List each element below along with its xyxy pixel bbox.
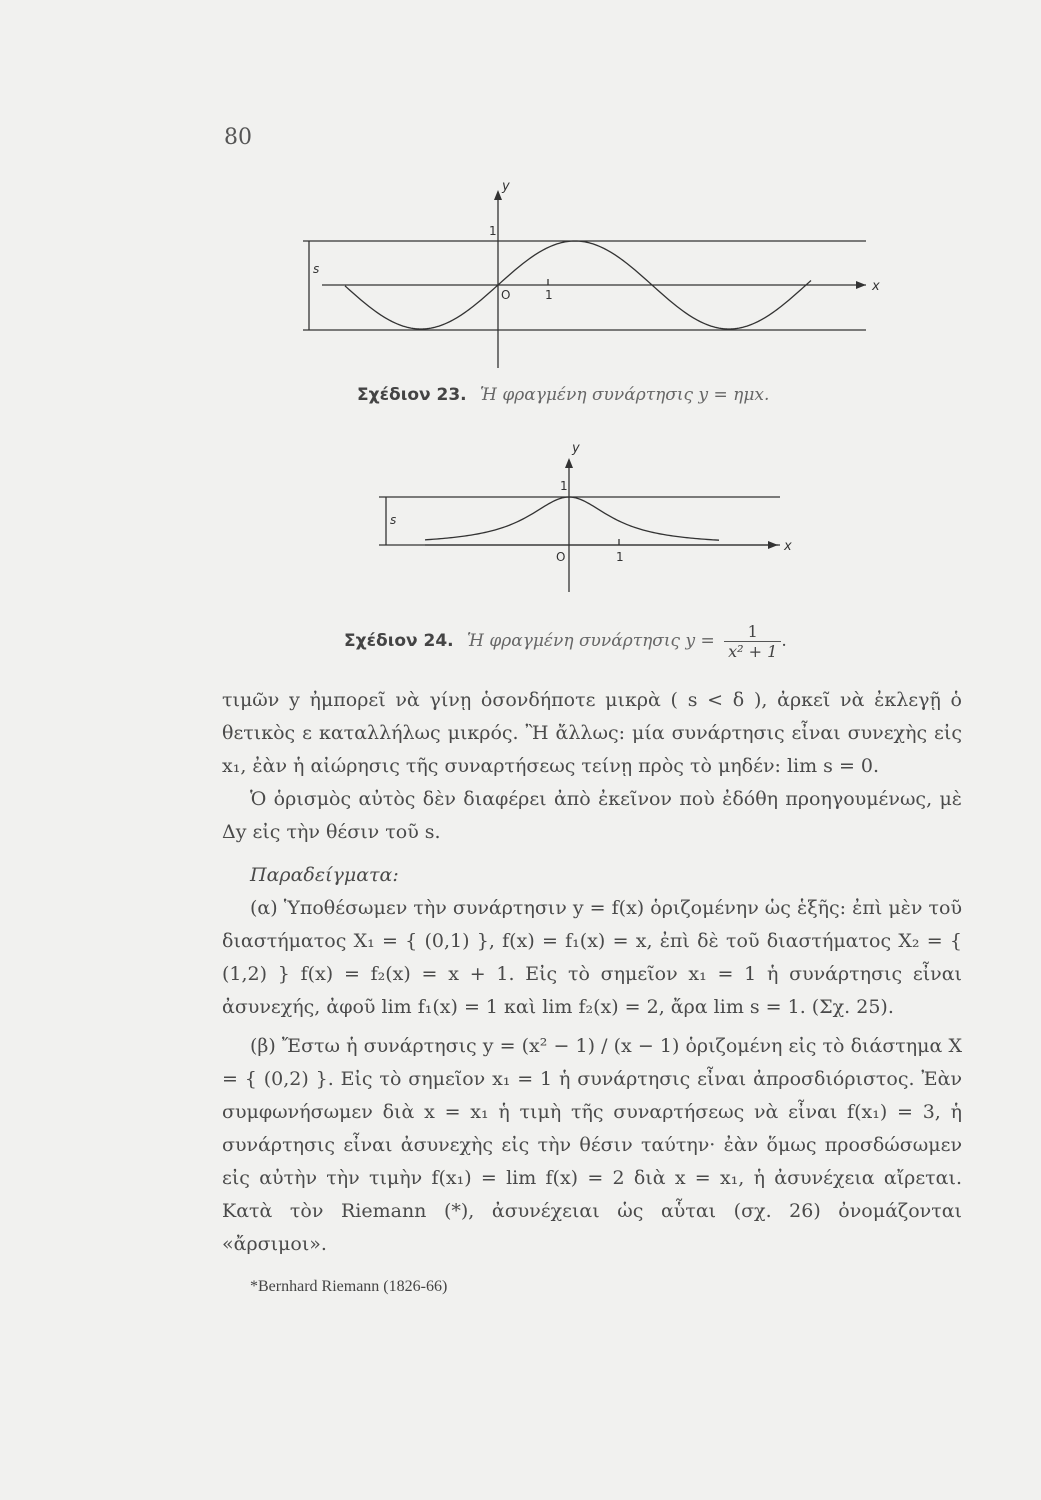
figure-24-caption xyxy=(344,622,787,661)
footnote: *Bernhard Riemann (1826-66) xyxy=(250,1278,448,1295)
x-arrow-icon xyxy=(856,281,866,289)
fraction-end: . xyxy=(781,631,787,651)
figure-24-fraction xyxy=(724,622,781,661)
paragraph-1: τιμῶν y ἠμπορεῖ νὰ γίνῃ ὁσονδήποτε μικρὰ ( s < δ ), ἀρκεῖ νὰ ἐκλεγῇ ὁ θετικὸς ε καταλλήλως μικρός. Ἢ ἄλλως: μία συνάρτησις εἶναι συνεχὴς εἰς x₁, ἐὰν ἡ αἰώρησις τῆς συναρτήσεως τείνῃ πρὸς τὸ μηδέν: lim s = 0. xyxy=(222,689,962,777)
x-tick-label: 1 xyxy=(616,550,624,564)
y-axis-label: y xyxy=(502,179,510,194)
body-text xyxy=(222,684,962,1261)
bound-label: s xyxy=(313,262,320,276)
origin-label: O xyxy=(556,550,566,564)
page-number: 80 xyxy=(224,125,252,150)
paragraph-2: Ὁ ὁρισμὸς αὐτὸς δὲν διαφέρει ἀπὸ ἐκεῖνον ποὺ ἐδόθη προηγουμένως, μὲ Δy εἰς τὴν θέσιν τοῦ s. xyxy=(222,788,962,843)
example-a: (α) Ὑποθέσωμεν τὴν συνάρτησιν y = f(x) ὁριζομένην ὡς ἑξῆς: ἐπὶ μὲν τοῦ διαστήματος X₁ = { (0,1) }, f(x) = f₁(x) = x, ἐπὶ δὲ τοῦ διαστήματος X₂ = { (1,2) } f(x) = f₂(x) = x + 1. Εἰς τὸ σημεῖον x₁ = 1 ἡ συνάρτησις εἶναι ἀσυνεχής, ἀφοῦ lim f₁(x) = 1 καὶ lim f₂(x) = 2, ἄρα lim s = 1. (Σχ. 25). xyxy=(222,897,962,1018)
origin-label: O xyxy=(501,288,511,302)
figure-23-label: Σχέδιον 23. xyxy=(357,385,467,405)
fraction-denominator: x² + 1 xyxy=(728,642,778,661)
x-axis-label: x xyxy=(784,539,792,554)
y-axis-label: y xyxy=(572,441,580,456)
y-arrow-icon xyxy=(494,190,502,200)
y-arrow-icon xyxy=(565,458,573,468)
fraction-numerator: 1 xyxy=(724,622,781,642)
example-b: (β) Ἔστω ἡ συνάρτησις y = (x² − 1) / (x − 1) ὁριζομένη εἰς τὸ διάστημα X = { (0,2) }. Εἰς τὸ σημεῖον x₁ = 1 ἡ συνάρτησις εἶναι ἀπροσδιόριστος. Ἐὰν συμφωνήσωμεν διὰ x = x₁ ἡ τιμὴ τῆς συναρτήσεως νὰ εἶναι f(x₁) = 3, ἡ συνάρτησις εἶναι ἀσυνεχὴς εἰς τὴν θέσιν ταύτην· ἐὰν ὅμως προσδώσωμεν εἰς αὐτὴν τὴν τιμὴν f(x₁) = lim f(x) = 2 διὰ x = x₁, ἡ ἀσυνέχεια αἴρεται. Κατὰ τὸν Riemann (*), ἀσυνέχειαι ὡς αὗται (σχ. 26) ὀνομάζονται «ἄρσιμοι». xyxy=(222,1035,962,1255)
figure-24-bell-plot xyxy=(0,440,1041,605)
figure-24-label: Σχέδιον 24. xyxy=(344,631,454,651)
figure-23-text: Ἡ φραγμένη συνάρτησις y = ημx. xyxy=(480,385,770,405)
x-axis-label: x xyxy=(872,279,880,294)
examples-heading: Παραδείγματα: xyxy=(250,864,399,886)
figure-23-sine-plot xyxy=(0,178,1041,383)
x-tick-label: 1 xyxy=(545,288,553,302)
figure-23-caption xyxy=(357,385,769,405)
bell-curve xyxy=(425,497,719,540)
y-tick-label: 1 xyxy=(489,224,497,238)
x-arrow-icon xyxy=(768,541,778,549)
y-tick-label: 1 xyxy=(560,479,568,493)
figure-24-text: Ἡ φραγμένη συνάρτησις y = xyxy=(467,631,715,651)
bound-label: s xyxy=(390,513,397,527)
